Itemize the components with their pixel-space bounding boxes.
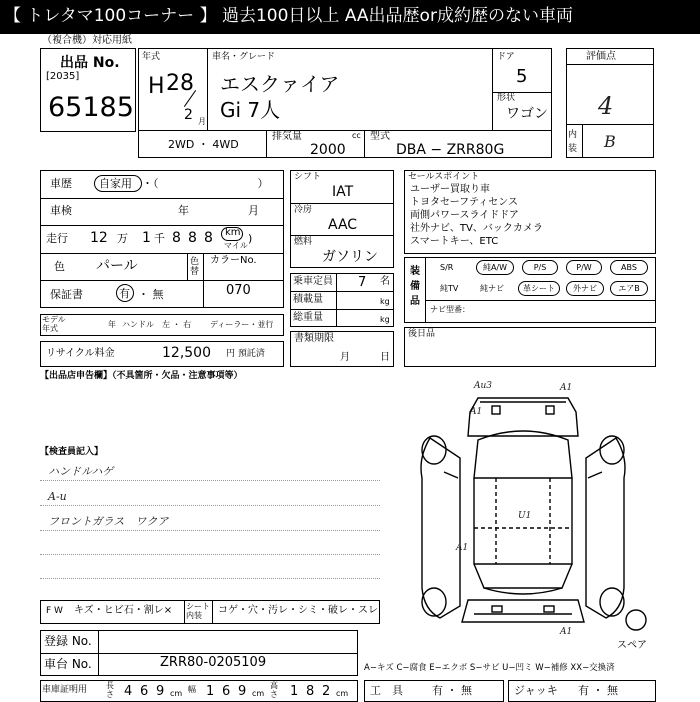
weight-unit: kg (380, 315, 390, 324)
car-name: エスクァイア (220, 72, 340, 96)
color-no-value: 070 (226, 283, 251, 298)
equip-sr: S/R (440, 263, 454, 272)
damage-mark: U1 (518, 511, 532, 521)
equipment-label: 装備品 (410, 266, 420, 307)
mile-unit: マイル (224, 241, 248, 250)
fw-items: キズ・ヒビ石・割レ× (74, 605, 173, 616)
len-digit: 4 (124, 684, 133, 699)
jack-value: 有 ・ 無 (578, 684, 618, 697)
km-unit: km (225, 227, 241, 238)
wid-digit: 1 (206, 684, 215, 699)
recycle-unit: 円 預託済 (226, 349, 265, 359)
color-no-label: カラーNo. (210, 255, 257, 266)
history-value: 自家用 (99, 177, 132, 190)
mileage-digit: 8 (172, 230, 181, 246)
warranty-no: ・ 無 (138, 288, 164, 301)
color-value: パール (96, 258, 138, 274)
name-label: 車名・グレード (212, 52, 276, 62)
rating-label: 評価点 (586, 51, 616, 62)
handle-side: ハンドル 左 ・ 右 (122, 320, 192, 329)
drive-type: 2WD ・ 4WD (168, 138, 239, 151)
reg-label: 登録 No. (44, 634, 92, 648)
car-grade: Gi 7人 (220, 98, 281, 122)
hgt-digit: 1 (290, 684, 299, 699)
lot-prefix: [2035] (46, 71, 80, 82)
cert-label: 車庫証明用 (42, 685, 88, 695)
load-unit: kg (380, 297, 390, 306)
docs-label: 書類期限 (294, 333, 334, 344)
damage-mark: Au3 (474, 381, 493, 391)
wid-label: 幅 (188, 685, 196, 694)
mileage-sen: 1 (142, 230, 151, 246)
len-label: 長さ (106, 681, 114, 699)
ac-label: 冷房 (294, 205, 313, 215)
shift-value: IAT (332, 184, 354, 200)
damage-mark: A1 (470, 407, 483, 417)
warranty-label: 保証書 (50, 288, 83, 301)
recycle-label: リサイクル料金 (46, 348, 115, 359)
hgt-cm: cm (336, 689, 349, 698)
year-value: 28 (166, 71, 194, 96)
after-items-box (404, 327, 656, 367)
hgt-digit: 8 (306, 684, 315, 699)
declaration-label: 【出品店申告欄】（不具箇所・欠品・注意事項等） (40, 371, 243, 381)
seat-label: シート内装 (186, 602, 210, 620)
car-damage-diagram (400, 378, 650, 638)
history-tail: ・（ ） (142, 177, 269, 190)
damage-mark: A1 (560, 383, 573, 393)
sales-points-label: セールスポイント (408, 172, 480, 182)
len-cm: cm (170, 689, 183, 698)
sales-point-line: 両側パワースライドドア (410, 210, 519, 221)
equip-navi: 純ナビ (480, 284, 504, 293)
color-label: 色 (54, 260, 65, 273)
sales-point-line: スマートキー、ETC (410, 236, 499, 247)
model-year-label: モデル年式 (42, 315, 66, 333)
year-label: 年式 (142, 52, 161, 62)
dealer-type: ディーラー・並行 (210, 320, 274, 329)
wid-cm: cm (252, 689, 265, 698)
load-label: 積載量 (293, 294, 323, 305)
displacement-value: 2000 (310, 142, 346, 158)
interior-label: 内装 (568, 130, 578, 154)
docs-day: 日 (380, 352, 390, 363)
capacity-label: 乗車定員 (293, 276, 333, 287)
chassis-value: ZRR80-0205109 (160, 655, 267, 670)
damage-mark: A1 (560, 627, 573, 637)
capacity-value: 7 (358, 275, 367, 290)
inspection-label: 車検 (50, 204, 72, 217)
month-value: 2 (184, 107, 193, 123)
fuel-value: ガソリン (322, 249, 378, 265)
navi-model-label: ナビ型番： (430, 305, 470, 314)
equip-extnavi: 外ナビ (566, 281, 604, 296)
model-value: DBA − ZRR80G (396, 142, 505, 158)
recycle-amount: 12,500 (162, 345, 211, 361)
rating-score: 4 (598, 92, 614, 120)
sales-point-line: トヨタセーフティセンス (410, 197, 518, 208)
len-digit: 6 (140, 684, 149, 699)
mileage-digit: 8 (188, 230, 197, 246)
fuel-label: 燃料 (294, 237, 313, 247)
hgt-label: 高さ (270, 681, 278, 699)
mileage-digit: 8 (204, 230, 213, 246)
doors-value: 5 (516, 66, 528, 87)
banner-text: 【 トレタマ100コーナー 】 過去100日以上 AA出品歴or成約歴のない車両 (4, 6, 573, 26)
equip-ps: P/S (522, 260, 558, 275)
tools-value: 有 ・ 無 (432, 684, 472, 697)
shift-label: シフト (294, 172, 322, 182)
capacity-unit: 名 (380, 276, 390, 287)
inspection-year: 年 (178, 204, 189, 217)
history-label: 車歴 (50, 177, 72, 190)
equip-leather: 革シート (518, 281, 560, 296)
color-change-label: 色替 (190, 257, 200, 277)
damage-legend: A−キズ C−腐食 E−エクボ S−サビ U−凹ミ W−補修 XX−交換済 (364, 663, 615, 673)
month-suffix: 月 (198, 117, 206, 126)
model-label: 型式 (370, 131, 390, 142)
docs-month: 月 (340, 352, 350, 363)
ac-value: AAC (328, 217, 358, 233)
mileage-sen-unit: 千 (154, 232, 165, 245)
inspector-label: 【検査員記入】 (40, 447, 104, 457)
paren: ) (248, 232, 253, 245)
equip-abs: ABS (610, 260, 648, 275)
damage-mark: A1 (456, 543, 469, 553)
inspection-month: 月 (248, 204, 259, 217)
mileage-label: 走行 (46, 232, 68, 245)
sales-point-line: 社外ナビ、TV、バックカメラ (410, 223, 543, 234)
hgt-digit: 2 (322, 684, 331, 699)
fw-label: F W (46, 606, 63, 616)
weight-label: 総重量 (293, 312, 323, 323)
lot-label: 出品 No. (60, 55, 120, 71)
equip-tv: 純TV (440, 284, 459, 293)
body-label: 形状 (497, 93, 516, 103)
lot-number: 65185 (48, 92, 134, 123)
interior-grade: B (604, 132, 616, 151)
len-digit: 9 (156, 684, 165, 699)
sheet-subnote: （複合機）対応用紙 (42, 35, 132, 46)
warranty-yes: 有 (119, 287, 130, 300)
model-year-suffix: 年 (108, 320, 116, 329)
equip-pw: P/W (566, 260, 602, 275)
body-value: ワゴン (506, 106, 548, 122)
inspector-note: ハンドルハゲ (48, 465, 114, 478)
inspector-note: フロントガラス ワクア (48, 515, 169, 528)
inspector-note: A-u (48, 490, 67, 503)
equip-awheel: 純A/W (476, 260, 514, 275)
mileage-man-unit: 万 (117, 232, 128, 245)
tools-label: 工 具 (370, 684, 403, 697)
displacement-label: 排気量 (272, 131, 302, 142)
jack-label: ジャッキ (514, 684, 558, 697)
cc-unit: cc (352, 131, 361, 140)
seat-items: コゲ・穴・汚レ・シミ・破レ・スレ (218, 605, 378, 616)
sales-point-line: ユーザー買取り車 (410, 184, 490, 195)
chassis-label: 車台 No. (44, 657, 92, 671)
after-items-label: 後日品 (408, 329, 436, 339)
mileage-man: 12 (90, 230, 108, 246)
wid-digit: 6 (222, 684, 231, 699)
spare-label: スペア (617, 640, 647, 651)
equip-airbag: エアB (610, 281, 648, 296)
year-era: H (148, 74, 165, 99)
doors-label: ドア (497, 52, 515, 62)
wid-digit: 9 (238, 684, 247, 699)
